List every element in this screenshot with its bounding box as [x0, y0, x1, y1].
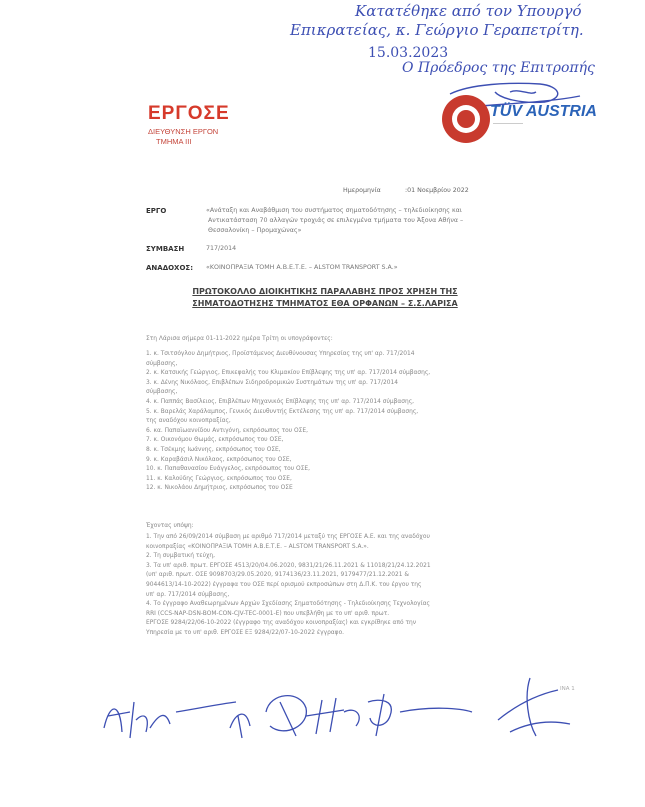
tuv-sub-mark — [493, 121, 523, 127]
handwritten-note-line2: Επικρατείας, κ. Γεώργιο Γεραπετρίτη. — [290, 21, 584, 39]
list-item: 2. Τη συμβατική τεύχη, — [146, 553, 215, 560]
list-item: 8. κ. Τσέκμης Ιωάννης, εκπρόσωπος του ΟΣΕ, — [146, 446, 281, 453]
list-item: 4. Το έγγραφο Αναθεωρημένων Αρχών Σχεδίασης Σηματοδότησης - Τηλεδιοίκησης Τεχνολογίας — [146, 601, 430, 608]
department — [148, 127, 218, 147]
anadoxos-value: «ΚΟΙΝΟΠΡΑΞΙΑ ΤΟΜΗ Α.Β.Ε.Τ.Ε. – ALSTOM TRANSPORT S.A.» — [206, 264, 398, 271]
handwritten-date: 15.03.2023 — [368, 45, 449, 61]
ergo-line: Αντικατάσταση 70 αλλαγών τροχιάς σε επιλεγμένα τμήματα του Άξονα Αθήνα – — [208, 217, 464, 224]
list-item: 5. κ. Βαρελάς Χαράλαμπος, Γενικός Διευθυντής Εκτέλεσης της υπ' αρ. 717/2014 σύμβασης, — [146, 408, 419, 415]
ergo-description — [206, 206, 546, 236]
list-item: σύμβασης, — [146, 389, 178, 396]
title-line2: ΣΗΜΑΤΟΔΟΤΗΣΗΣ ΤΜΗΜΑΤΟΣ ΕΘΑ ΟΡΦΑΝΩΝ – Σ.Σ.ΛΑΡΙΣΑ — [192, 299, 458, 308]
symvasi-label: ΣΥΜΒΑΣΗ — [146, 245, 185, 253]
ergo-line: «Ανάταξη και Αναβάθμιση του συστήματος σηματοδότησης – τηλεδιοίκησης και — [206, 207, 462, 214]
date-label: Ημερομηνία — [343, 187, 381, 194]
page-number: INA 1 — [560, 686, 575, 692]
exontas-label: Έχοντας υπόψη: — [146, 523, 194, 529]
ergo-label: ΕΡΓΟ — [146, 207, 167, 215]
title-line1: ΠΡΩΤΟΚΟΛΛΟ ΔΙΟΙΚΗΤΙΚΗΣ ΠΑΡΑΛΑΒΗΣ ΠΡΟΣ ΧΡΗΣΗ ΤΗΣ — [192, 287, 458, 296]
list-item: RRI (CCS-NAP-DSN-BOM-CON-CJV-TEC-0001-E) που υπεβλήθη με το υπ' αριθ. πρωτ. — [146, 610, 390, 617]
list-item: 12. κ. Νικολάου Δημήτριος, εκπρόσωπος του ΟΣΕ — [146, 485, 293, 492]
list-item: 11. κ. Καλούδης Γεώργιος, εκπρόσωπος του ΟΣΕ, — [146, 475, 292, 482]
list-item: 3. κ. Δένης Νικόλαος, Επιβλέπων Σιδηροδρομικών Συστημάτων της υπ' αρ. 717/2014 — [146, 379, 398, 386]
list-item: της αναδόχου κοινοπραξίας, — [146, 418, 231, 425]
document-title — [175, 286, 475, 310]
symvasi-value: 717/2014 — [206, 245, 237, 252]
list-item: Υπηρεσία με το υπ' αριθ. ΕΡΓΟΣΕ ΕΞ 9284/22/07-10-2022 έγγραφο. — [146, 629, 345, 636]
date-value: :01 Νοεμβρίου 2022 — [405, 187, 469, 194]
ergo-line: Θεσσαλονίκη – Προμαχώνας» — [208, 227, 302, 234]
list-item: (υπ' αριθ. πρωτ. ΟΣΕ 9098703/29.05.2020, 9174136/23.11.2021, 9179477/21.12.2021 & — [146, 572, 409, 579]
list-item: 1. Την από 26/09/2014 σύμβαση με αριθμό 717/2014 μεταξύ της ΕΡΓΟΣΕ Α.Ε. και της αναδόχου — [146, 534, 430, 540]
list-item: 1. κ. Τσιτσόγλου Δημήτριος, Προϊστάμενος Διευθύνουσας Υπηρεσίας της υπ' αρ. 717/2014 — [146, 351, 415, 357]
list-item: υπ' αρ. 717/2014 σύμβασης, — [146, 591, 230, 598]
tuv-seal-icon — [440, 93, 492, 145]
handwritten-note-line4: Ο Πρόεδρος της Επιτροπής — [402, 60, 595, 76]
list-item: 2. κ. Κατσικής Γεώργιος, Επικεφαλής του Κλιμακίου Επίβλεψης της υπ' αρ. 717/2014 σύμβασης, — [146, 370, 431, 377]
bottom-signatures — [100, 672, 580, 752]
list-item: 4. κ. Παππάς Βασίλειος, Επιβλέπων Μηχανικός Επίβλεψης της υπ' αρ. 717/2014 σύμβασης, — [146, 398, 415, 405]
ergose-logo: ΕΡΓΟΣΕ — [148, 103, 230, 124]
list-item: 6. κα. Παπαϊωαννίδου Αντιγόνη, εκπρόσωπος του ΟΣΕ, — [146, 427, 309, 434]
list-item: ΕΡΓΟΣΕ 9284/22/06-10-2022 (έγγραφο της αναδόχου κοινοπραξίας) και εγκρίθηκε από την — [146, 620, 417, 627]
members-list — [146, 350, 430, 494]
list-item: σύμβασης, — [146, 360, 178, 367]
list-item: 7. κ. Οικονόμου Θωμάς, εκπρόσωπος του ΟΣΕ, — [146, 437, 284, 444]
tuv-logo: TÜV AUSTRIA — [490, 103, 597, 120]
list-item: 9. κ. Καραβάσιλ Νικόλαος, εκπρόσωπος του ΟΣΕ, — [146, 456, 292, 463]
anadoxos-label: ΑΝΑΔΟΧΟΣ: — [146, 264, 193, 272]
considerations-list — [146, 533, 431, 639]
department-line1: ΔΙΕΥΘΥΝΣΗ ΕΡΓΟΝ — [148, 127, 219, 136]
list-item: 9044613/14-10-2022) έγγραφα του ΟΣΕ περί ορισμού εκπροσώπων στη Δ.Π.Κ. του έργου της — [146, 581, 422, 588]
department-line2: ΤΜΗΜΑ III — [156, 137, 192, 146]
list-item: κοινοπραξίας «ΚΟΙΝΟΠΡΑΞΙΑ ΤΟΜΗ Α.Β.Ε.Τ.Ε. – ALSTOM TRANSPORT S.A.». — [146, 543, 369, 550]
list-item: 10. κ. Παπαθανασίου Ευάγγελος, εκπρόσωπος του ΟΣΕ, — [146, 466, 311, 473]
list-item: 3. Τα υπ' αριθ. πρωτ. ΕΡΓΟΣΕ 4513/20/04.06.2020, 9831/21/26.11.2021 & 11018/21/24.12.2021 — [146, 562, 431, 569]
handwritten-note-line1: Κατατέθηκε από τον Υπουργό — [355, 2, 582, 20]
intro-text: Στη Λάρισα σήμερα 01-11-2022 ημέρα Τρίτη οι υπογράφοντες: — [146, 336, 333, 342]
